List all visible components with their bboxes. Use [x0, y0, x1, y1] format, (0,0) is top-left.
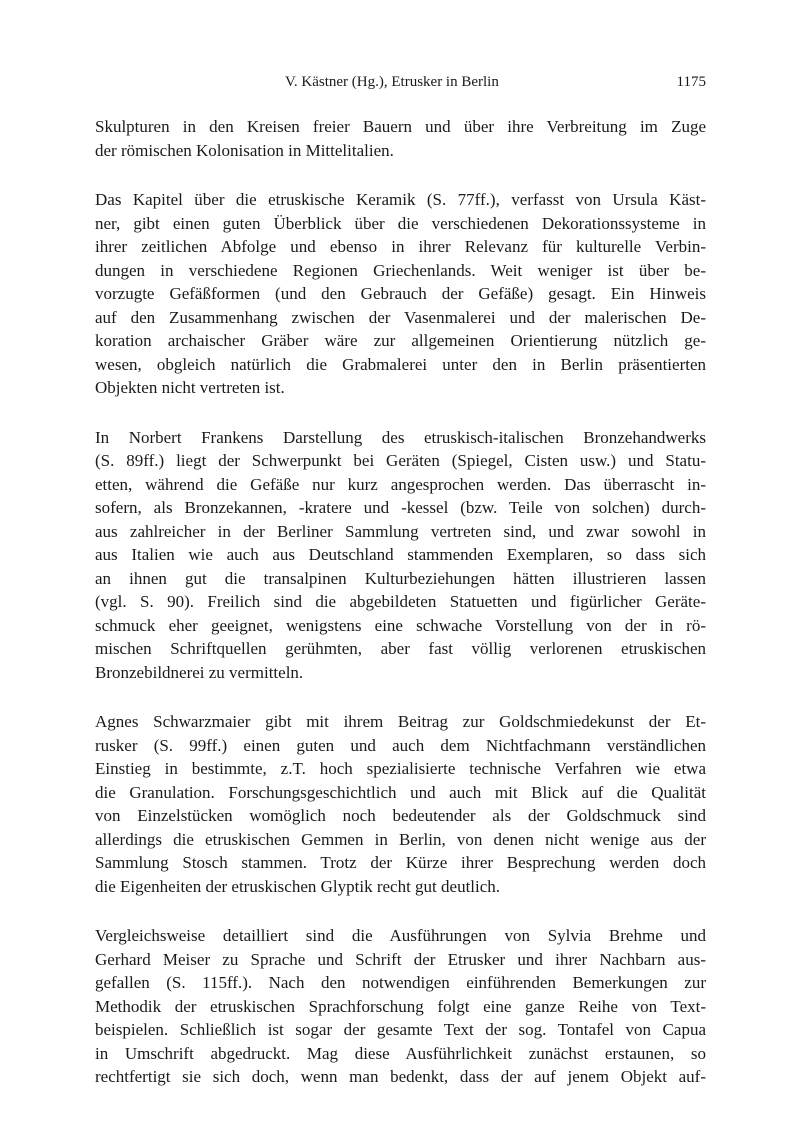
text-line: (S. 89ff.) liegt der Schwerpunkt bei Geräten (Spiegel, Cisten usw.) und Statu- [95, 451, 706, 470]
text-line: die Granulation. Forschungsgeschichtlich und auch mit Blick auf die Qualität [95, 782, 706, 802]
text-line: von Einzelstücken womöglich noch bedeutender als der Goldschmuck sind [95, 806, 706, 825]
text-line: Objekten nicht vertreten ist. [95, 378, 285, 397]
text-line: Methodik der etruskischen Sprachforschung folgt eine ganze Reihe von Text- [95, 996, 706, 1016]
running-title: V. Kästner (Hg.), Etrusker in Berlin [285, 74, 499, 90]
paragraph [95, 426, 706, 685]
paragraph [95, 115, 706, 162]
text-line: die Eigenheiten der etruskischen Glyptik recht gut deutlich. [95, 876, 501, 896]
text-line: in Umschrift abgedruckt. Mag diese Ausführlichkeit zunächst erstaunen, so [95, 1043, 706, 1063]
paragraph [95, 188, 706, 400]
text-line: (vgl. S. 90). Freilich sind die abgebildeten Statuetten und figürlicher Geräte- [95, 592, 706, 611]
text-line: allerdings die etruskischen Gemmen in Berlin, von denen nicht wenige aus der [95, 829, 706, 849]
text-line: Sammlung Stosch stammen. Trotz der Kürze ihrer Besprechung werden doch [95, 853, 706, 872]
text-line: mischen Schriftquellen gerühmten, aber fast völlig verlorenen etruskischen [95, 639, 706, 658]
text-line: Das Kapitel über die etruskische Keramik (S. 77ff.), verfasst von Ursula Käst- [95, 190, 706, 209]
text-line: ihrer zeitlichen Abfolge und ebenso in ihrer Relevanz für kulturelle Verbin- [95, 237, 706, 256]
text-line: Einstieg in bestimmte, z.T. hoch spezialisierte technische Verfahren wie etwa [95, 759, 706, 778]
text-line: aus Italien wie auch aus Deutschland stammenden Exemplaren, so dass sich [95, 545, 706, 564]
text-line: etten, während die Gefäße nur kurz angesprochen werden. Das überrascht in- [95, 474, 706, 494]
text-line: gefallen (S. 115ff.). Nach den notwendigen einführenden Bemerkungen zur [95, 973, 706, 992]
text-line: auf den Zusammenhang zwischen der Vasenmalerei und der malerischen De- [95, 307, 706, 327]
text-line: Gerhard Meiser zu Sprache und Schrift der Etrusker und ihrer Nachbarn aus- [95, 949, 706, 969]
text-line: Skulpturen in den Kreisen freier Bauern und über ihre Verbreitung im Zuge [95, 117, 706, 136]
text-line: In Norbert Frankens Darstellung des etruskisch-italischen Bronzehandwerks [95, 427, 706, 447]
text-line: Vergleichsweise detailliert sind die Ausführungen von Sylvia Brehme und [95, 926, 706, 945]
text-line: ner, gibt einen guten Überblick über die verschiedenen Dekorationssysteme in [95, 213, 706, 233]
page-number: 1175 [676, 74, 706, 90]
text-line: dungen in verschiedene Regionen Griechenlands. Weit weniger ist über be- [95, 260, 706, 280]
running-head [95, 74, 706, 98]
text-line: vorzugte Gefäßformen (und den Gebrauch der Gefäße) gesagt. Ein Hinweis [95, 284, 706, 303]
text-line: rusker (S. 99ff.) einen guten und auch dem Nichtfachmann verständlichen [95, 735, 706, 755]
text-line: beispielen. Schließlich ist sogar der gesamte Text der sog. Tontafel von Capua [95, 1020, 706, 1039]
text-line: aus zahlreicher in der Berliner Sammlung vertreten sind, und zwar sowohl in [95, 521, 706, 541]
body-text [95, 115, 706, 1115]
text-line: an ihnen gut die transalpinen Kulturbeziehungen hätten illustrieren lassen [95, 568, 706, 588]
paragraph [95, 710, 706, 898]
text-line: rechtfertigt sie sich doch, wenn man bedenkt, dass der auf jenem Objekt auf- [95, 1067, 706, 1086]
text-line: der römischen Kolonisation in Mittelitalien. [95, 140, 394, 160]
text-line: sofern, als Bronzekannen, -kratere und -kessel (bzw. Teile von solchen) durch- [95, 498, 706, 517]
text-line: Agnes Schwarzmaier gibt mit ihrem Beitrag zur Goldschmiedekunst der Et- [95, 712, 706, 731]
text-line: Bronzebildnerei zu vermitteln. [95, 662, 304, 682]
paragraph [95, 924, 706, 1089]
text-line: wesen, obgleich natürlich die Grabmalerei unter den in Berlin präsentierten [95, 354, 706, 374]
text-line: schmuck eher geeignet, wenigstens eine schwache Vorstellung von der in rö- [95, 615, 706, 635]
text-line: koration archaischer Gräber wäre zur allgemeinen Orientierung nützlich ge- [95, 331, 706, 350]
